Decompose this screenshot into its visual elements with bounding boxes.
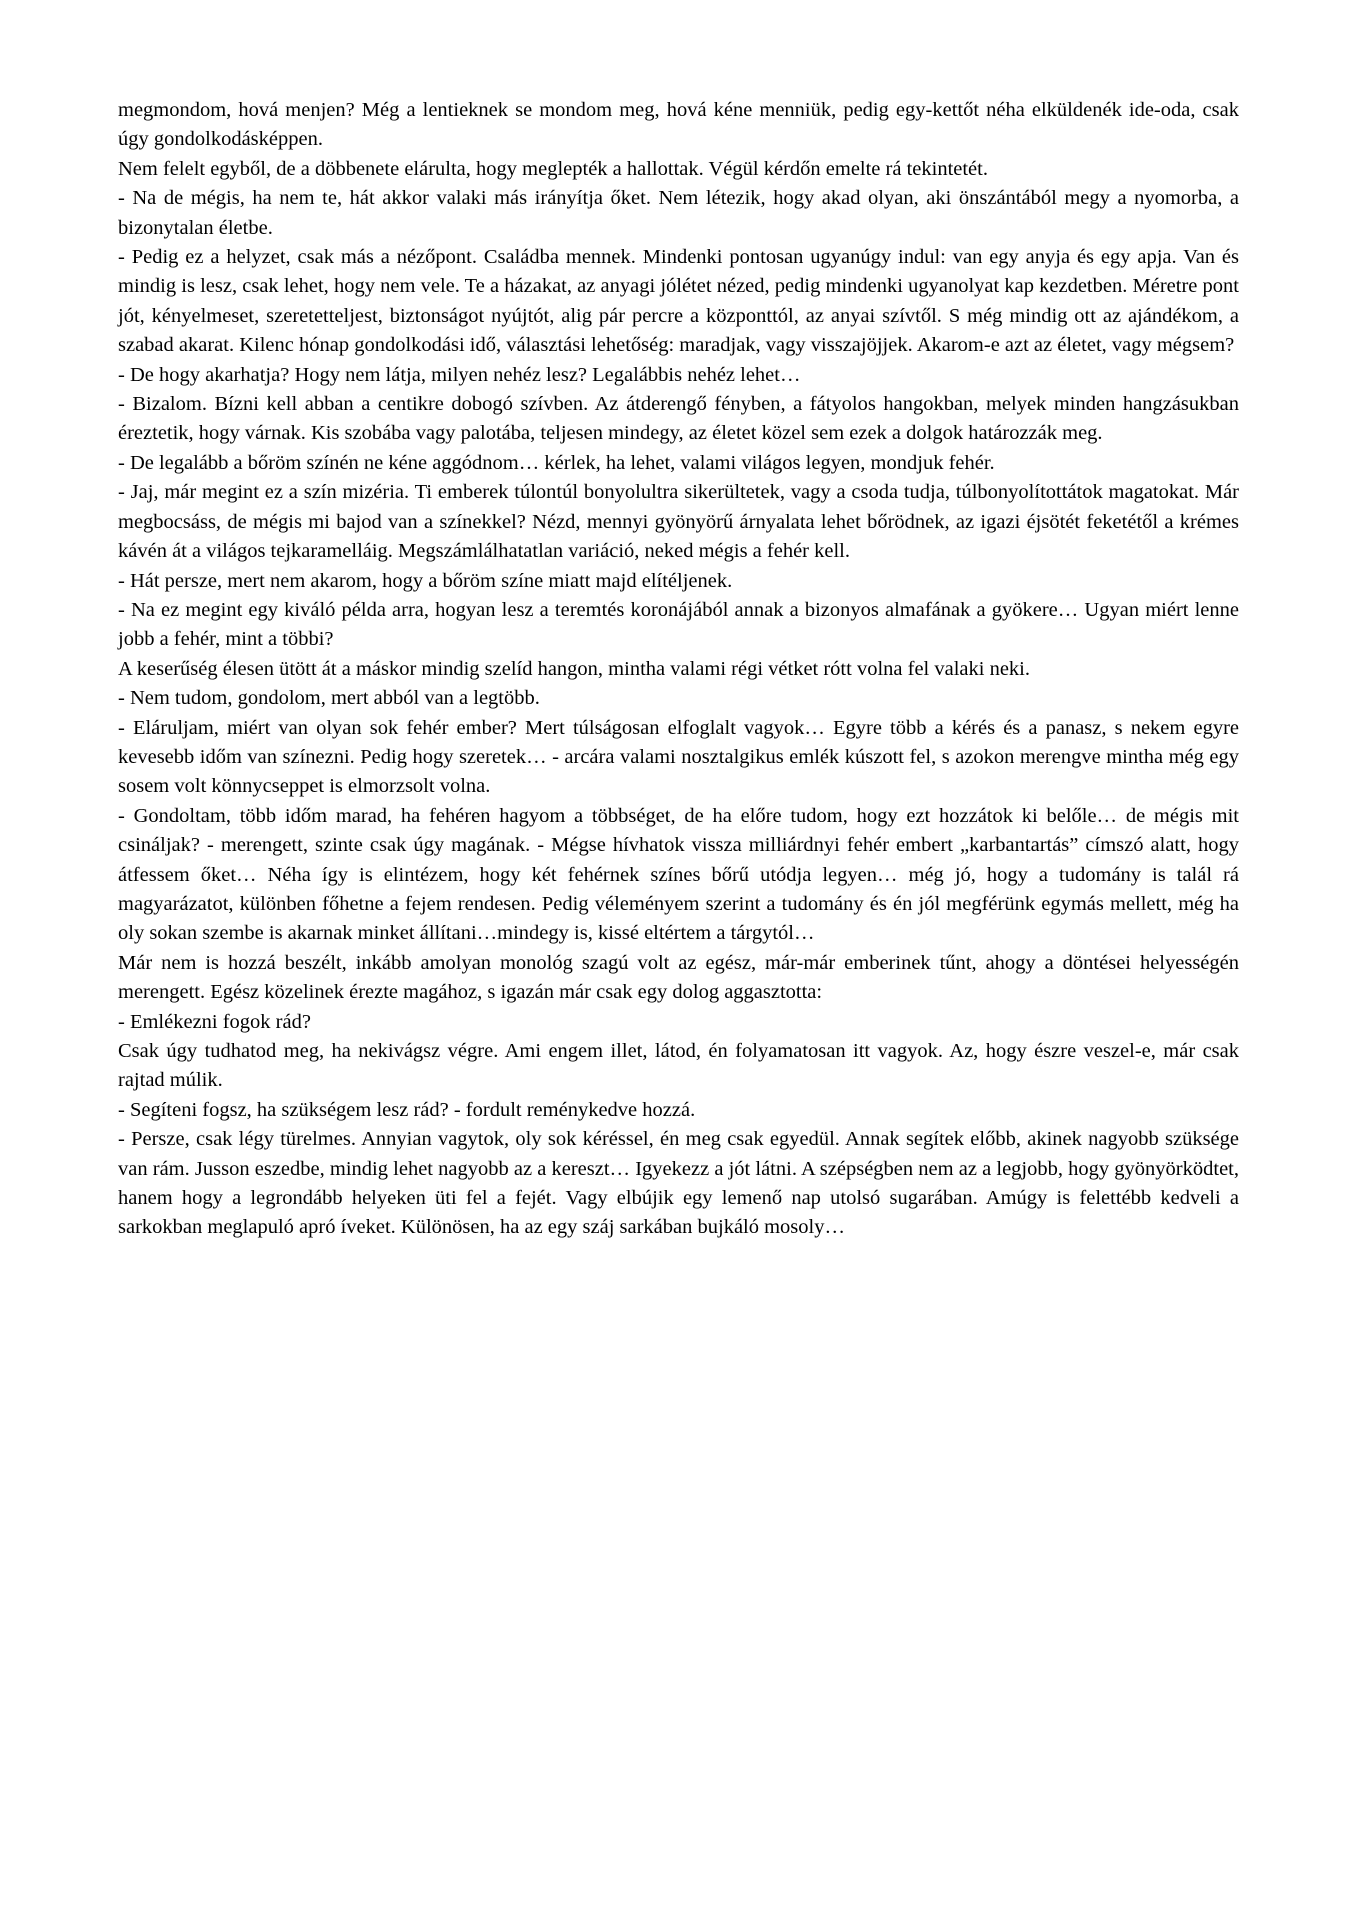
paragraph: - De hogy akarhatja? Hogy nem látja, milyen nehéz lesz? Legalábbis nehéz lehet… (118, 363, 801, 386)
paragraph: A keserűség élesen ütött át a máskor mindig szelíd hangon, mintha valami régi vétket rótt volna fel valaki neki. (118, 657, 1030, 680)
paragraph: Nem felelt egyből, de a döbbenete elárulta, hogy meglepték a hallottak. Végül kérdőn emelte rá tekintetét. (118, 157, 988, 180)
paragraph: - Pedig ez a helyzet, csak más a nézőpont. Családba mennek. Mindenki pontosan ugyanúgy indul: van egy anyja és egy apja. Van és mindig is lesz, csak lehet, hogy nem vele. Te a házakat, az anyagi jólétet nézed, pedig mindenki ugyanolyat kap kezdetben. Méretre pont jót, kényelmeset, szeretetteljest, biztonságot nyújtót, alig pár percre a központtól, az anyai szívtől. S még mindig ott az ajándékom, a szabad akarat. Kilenc hónap gondolkodási idő, választási lehetőség: maradjak, vagy visszajöjjek. Akarom-e azt az életet, vagy mégsem? (118, 246, 1239, 357)
paragraph: Csak úgy tudhatod meg, ha nekivágsz végre. Ami engem illet, látod, én folyamatosan itt vagyok. Az, hogy észre veszel-e, már csak rajtad múlik. (118, 1040, 1239, 1092)
paragraph: - Na de mégis, ha nem te, hát akkor valaki más irányítja őket. Nem létezik, hogy akad olyan, aki önszántából megy a nyomorba, a bizonytalan életbe. (118, 187, 1239, 239)
paragraph: - Jaj, már megint ez a szín mizéria. Ti emberek túlontúl bonyolultra sikerültetek, vagy a csoda tudja, túlbonyolítottátok magatokat. Már megbocsáss, de mégis mi bajod van a színekkel? Nézd, mennyi gyönyörű árnyalata lehet bőrödnek, az igazi éjsötét feketétől a krémes kávén át a világos tejkaramelláig. Megszámlálhatatlan variáció, neked mégis a fehér kell. (118, 481, 1239, 563)
paragraph: - Persze, csak légy türelmes. Annyian vagytok, oly sok kéréssel, én meg csak egyedül. Annak segítek előbb, akinek nagyobb szüksége van rám. Jusson eszedbe, mindig lehet nagyobb az a kereszt… Igyekezz a jót látni. A szépségben nem az a legjobb, hogy gyönyörködtet, hanem hogy a legrondább helyeken üti fel a fejét. Vagy elbújik egy lemenő nap utolsó sugarában. Amúgy is felettébb kedveli a sarkokban meglapuló apró íveket. Különösen, ha az egy száj sarkában bujkáló mosoly… (118, 1128, 1239, 1239)
paragraph: - De legalább a bőröm színén ne kéne aggódnom… kérlek, ha lehet, valami világos legyen, mondjuk fehér. (118, 451, 995, 474)
paragraph: - Gondoltam, több időm marad, ha fehéren hagyom a többséget, de ha előre tudom, hogy ezt hozzátok ki belőle… de mégis mit csináljak? - merengett, szinte csak úgy magának. - Mégse hívhatok vissza milliárdnyi fehér embert „karbantartás” címszó alatt, hogy átfessem őket… Néha így is elintézem, hogy két fehérnek színes bőrű utódja legyen… még jó, hogy a tudomány is talál rá magyarázatot, különben főhetne a fejem rendesen. Pedig véleményem szerint a tudomány és én jól megférünk egymás mellett, még ha oly sokan szembe is akarnak minket állítani…mindegy is, kissé eltértem a tárgytól… (118, 804, 1239, 945)
paragraph: megmondom, hová menjen? Még a lentieknek se mondom meg, hová kéne menniük, pedig egy-kettőt néha elküldenék ide-oda, csak úgy gondolkodásképpen. (118, 99, 1239, 151)
paragraph: - Bizalom. Bízni kell abban a centikre dobogó szívben. Az átderengő fényben, a fátyolos hangokban, melyek minden hangzásukban éreztetik, hogy várnak. Kis szobába vagy palotába, teljesen mindegy, az életet közel sem ezek a dolgok határozzák meg. (118, 393, 1239, 445)
paragraph: - Nem tudom, gondolom, mert abból van a legtöbb. (118, 687, 540, 710)
paragraph: - Na ez megint egy kiváló példa arra, hogyan lesz a teremtés koronájából annak a bizonyos almafának a gyökere… Ugyan miért lenne jobb a fehér, mint a többi? (118, 598, 1239, 651)
paragraph: Már nem is hozzá beszélt, inkább amolyan monológ szagú volt az egész, már-már emberinek tűnt, ahogy a döntései helyességén merengett. Egész közelinek érezte magához, s igazán már csak egy dolog aggasztotta: (118, 951, 1239, 1004)
paragraph: - Emlékezni fogok rád? (118, 1010, 311, 1033)
document-text-body (118, 96, 1239, 1243)
paragraph: - Hát persze, mert nem akarom, hogy a bőröm színe miatt majd elítéljenek. (118, 569, 733, 592)
paragraph: - Segíteni fogsz, ha szükségem lesz rád? - fordult reménykedve hozzá. (118, 1098, 696, 1121)
paragraph: - Eláruljam, miért van olyan sok fehér ember? Mert túlságosan elfoglalt vagyok… Egyre több a kérés és a panasz, s nekem egyre kevesebb időm van színezni. Pedig hogy szeretek… - arcára valami nosztalgikus emlék kúszott fel, s azokon merengve mintha még egy sosem volt könnycseppet is elmorzsolt volna. (118, 716, 1239, 798)
